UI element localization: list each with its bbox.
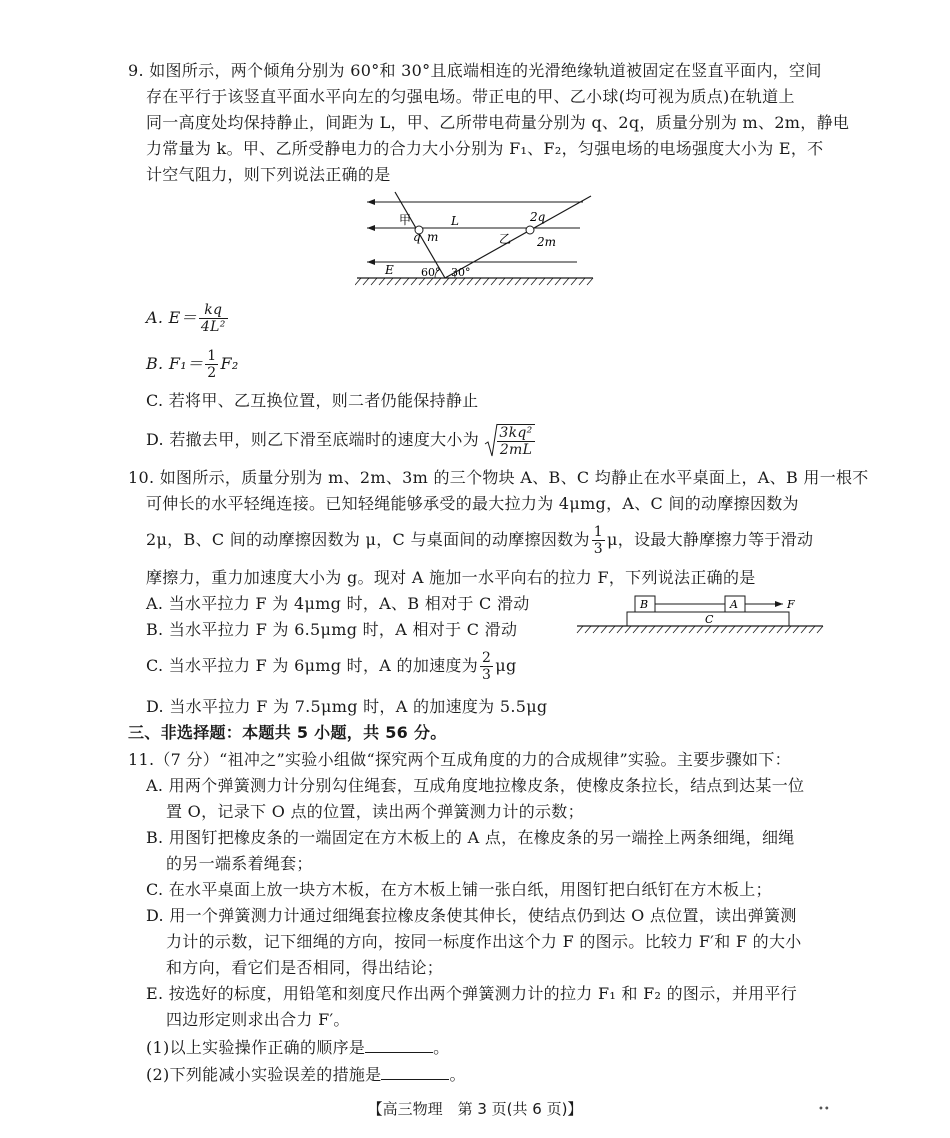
q11-sub1 (146, 1036, 449, 1059)
q11-step-d1: D. 用一个弹簧测力计通过细绳套拉橡皮条使其伸长，使结点仍到达 O 点位置，读出弹簧测 (146, 906, 797, 925)
label-m: m (427, 230, 439, 244)
q11-step-d3: 和方向，看它们是否相同，得出结论； (166, 958, 444, 977)
q11-line1: 11.（7 分）“祖冲之”实验小组做“探究两个互成角度的力的合成规律”实验。主要步骤如下： (128, 750, 791, 769)
q9-option-d-pre: D. 若撤去甲，则乙下滑至底端时的速度大小为 (146, 430, 480, 449)
q9-option-a-frac (199, 302, 228, 335)
label-b: B (640, 598, 649, 611)
label-yi: 乙 (499, 232, 512, 246)
label-jia: 甲 (399, 213, 412, 227)
q9-line2: 存在平行于该竖直平面水平向左的匀强电场。带正电的甲、乙小球(均可视为质点)在轨道上 (146, 87, 795, 106)
q10-option-d: D. 当水平拉力 F 为 7.5μmg 时，A 的加速度为 5.5μg (146, 697, 548, 716)
label-f: F (787, 598, 795, 611)
q10-line3 (146, 522, 813, 558)
answer-blank-1[interactable] (365, 1036, 433, 1053)
label-2q: 2q (530, 210, 546, 224)
answer-blank-2[interactable] (381, 1063, 449, 1080)
q9-option-d-frac (497, 424, 534, 458)
q9-option-b-pre: B. F₁＝ (146, 354, 204, 373)
q11-step-d2: 力计的示数，记下细绳的方向，按同一标度作出这个力 F 的图示。比较力 F′和 F 的大小 (166, 932, 802, 951)
q9-option-b (146, 346, 239, 382)
frac-num: 3kq² (499, 424, 533, 441)
q10-line3-pre: 2μ，B、C 间的动摩擦因数为 μ，C 与桌面间的动摩擦因数为 (146, 530, 590, 549)
label-30: 30° (451, 266, 471, 279)
q9-option-a-pre: A. E＝ (146, 308, 197, 327)
table-hatch (577, 626, 823, 633)
q9-line3: 同一高度处均保持静止，间距为 L，甲、乙所带电荷量分别为 q、2q，质量分别为 m、2m，静电 (146, 113, 850, 132)
page-footer: 【高三物理 第 3 页(共 6 页)】 (367, 1100, 583, 1118)
q10-option-c-frac (480, 650, 493, 683)
q11-step-b2: 的另一端系着绳套； (166, 854, 313, 873)
q10-option-c-pre: C. 当水平拉力 F 为 6μmg 时，A 的加速度为 (146, 656, 479, 675)
q10-line3-frac (592, 524, 605, 557)
q9-option-a (146, 300, 230, 336)
q9-figure (355, 190, 595, 288)
q10-option-b: B. 当水平拉力 F 为 6.5μmg 时，A 相对于 C 滑动 (146, 620, 518, 639)
q9-option-c: C. 若将甲、乙互换位置，则二者仍能保持静止 (146, 391, 479, 410)
frac-num: 1 (207, 348, 217, 364)
q11-sub2 (146, 1063, 466, 1086)
frac-den: 4L² (200, 319, 226, 335)
period: 。 (449, 1065, 466, 1084)
label-a: A (730, 598, 738, 611)
period: 。 (433, 1038, 450, 1057)
label-c: C (705, 613, 714, 626)
corner-mark: •• (818, 1104, 830, 1115)
ground-hatch (355, 278, 593, 285)
frac-num: kq (199, 302, 228, 319)
q10-option-a: A. 当水平拉力 F 为 4μmg 时，A、B 相对于 C 滑动 (146, 594, 530, 613)
q11-step-e1: E. 按选好的标度，用铅笔和刻度尺作出两个弹簧测力计的拉力 F₁ 和 F₂ 的图示，并用平行 (146, 984, 798, 1003)
q10-figure (575, 592, 825, 636)
label-2m: 2m (537, 235, 557, 249)
q9-line1: 9. 如图所示，两个倾角分别为 60°和 30°且底端相连的光滑绝缘轨道被固定在竖直平面内，空间 (128, 61, 822, 80)
q10-line2: 可伸长的水平轻绳连接。已知轻绳能够承受的最大拉力为 4μmg，A、C 间的动摩擦因数为 (146, 494, 799, 513)
frac-den: 3 (593, 541, 603, 557)
section-header: 三、非选择题：本题共 5 小题，共 56 分。 (128, 723, 447, 742)
frac-den: 3 (482, 667, 492, 683)
sqrt-sign (484, 422, 498, 460)
label-60: 60° (421, 266, 441, 279)
q10-option-c-post: μg (495, 656, 517, 675)
frac-num: 1 (593, 524, 603, 540)
q9-option-b-frac (205, 348, 218, 381)
q11-step-a2: 置 O，记录下 O 点的位置，读出两个弹簧测力计的示数； (166, 802, 584, 821)
q11-step-b1: B. 用图钉把橡皮条的一端固定在方木板上的 A 点，在橡皮条的另一端拴上两条细绳，细绳 (146, 828, 795, 847)
q9-line4: 力常量为 k。甲、乙所受静电力的合力大小分别为 F₁、F₂，匀强电场的电场强度大小为 E，不 (146, 139, 824, 158)
frac-den: 2mL (499, 441, 533, 458)
frac-den: 2 (207, 365, 217, 381)
q9-option-d (146, 420, 537, 460)
q11-step-a1: A. 用两个弹簧测力计分别勾住绳套，互成角度地拉橡皮条，使橡皮条拉长，结点到达某一位 (146, 776, 805, 795)
ball-yi (526, 226, 534, 234)
q10-option-c (146, 648, 517, 684)
q11-sub2-text: (2)下列能减小实验误差的措施是 (146, 1065, 382, 1084)
q10-line1: 10. 如图所示，质量分别为 m、2m、3m 的三个物块 A、B、C 均静止在水平桌面上，A、B 用一根不 (128, 468, 869, 487)
q9-option-b-post: F₂ (220, 354, 239, 373)
frac-num: 2 (482, 650, 492, 666)
label-L: L (451, 214, 459, 228)
q11-step-e2: 四边形定则求出合力 F′。 (166, 1010, 350, 1029)
q11-step-c1: C. 在水平桌面上放一块方木板，在方木板上铺一张白纸，用图钉把白纸钉在方木板上； (146, 880, 772, 899)
q11-sub1-text: (1)以上实验操作正确的顺序是 (146, 1038, 366, 1057)
label-q: q (413, 230, 421, 244)
q10-line3-post: μ，设最大静摩擦力等于滑动 (607, 530, 814, 549)
label-E: E (385, 263, 394, 277)
q10-line4: 摩擦力，重力加速度大小为 g。现对 A 施加一水平向右的拉力 F，下列说法正确的是 (146, 568, 756, 587)
q9-line5: 计空气阻力，则下列说法正确的是 (146, 165, 391, 184)
